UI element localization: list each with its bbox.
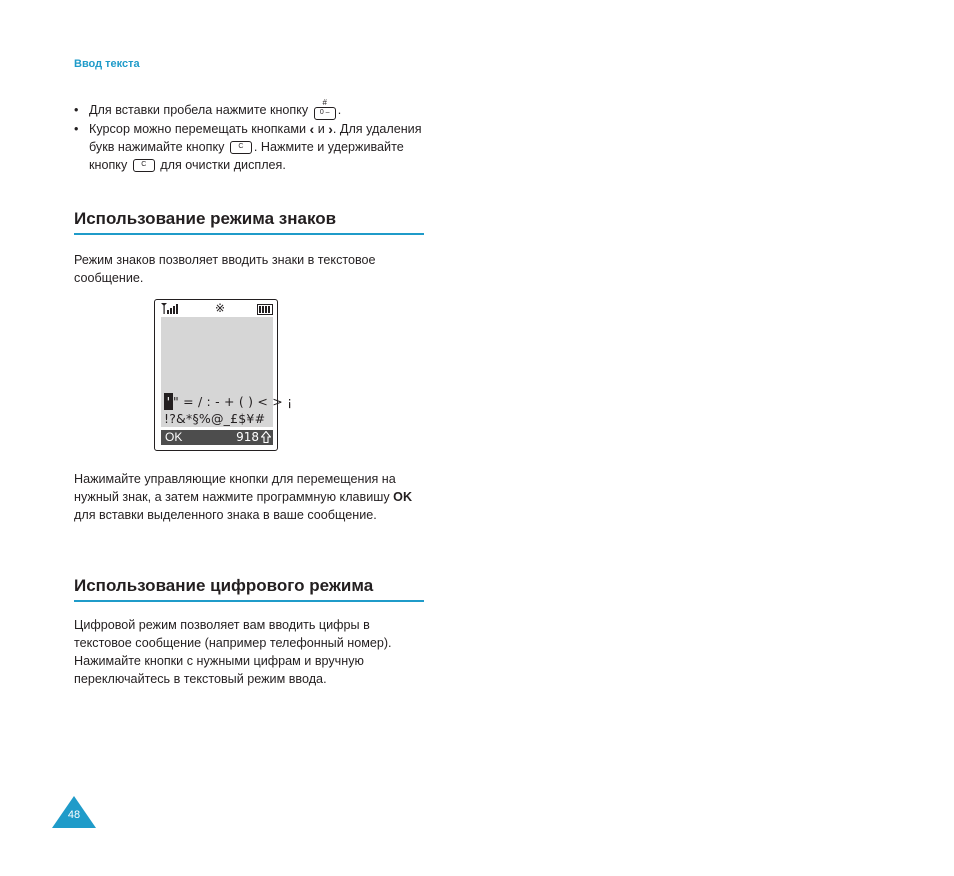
bullet-dot: • — [74, 122, 79, 137]
selected-symbol[interactable]: ' — [164, 393, 173, 410]
softkey-bar — [161, 430, 273, 445]
status-bar — [161, 302, 273, 316]
bullet-text: Для вставки пробела нажмите кнопку — [89, 103, 309, 117]
chevron-left-icon: ‹ — [309, 121, 315, 138]
space-key-icon: # 0 – — [314, 107, 336, 120]
numeric-mode-text: Цифровой режим позволяет вам вводить цифры в текстовое сообщение (например телефонный номер). Нажимайте кнопки с нужными цифрам и вручную переключайтесь в текстовый режим ввода. — [74, 618, 392, 686]
symbol-row[interactable]: !?&*§%@_£$¥# — [164, 411, 266, 426]
ok-softkey[interactable]: OK — [165, 430, 183, 444]
symbol-table — [161, 393, 293, 427]
page-number-badge — [52, 796, 96, 828]
ok-keyword: OK — [393, 490, 413, 504]
phone-screen — [154, 299, 293, 451]
list-item: • Для вставки пробела нажмите кнопку # 0 – . — [74, 101, 424, 120]
section-title: Использование режима знаков — [74, 209, 424, 235]
bullet-text: Курсор можно перемещать кнопками — [89, 122, 307, 137]
shift-arrow-icon — [261, 431, 271, 443]
clear-key-icon: C — [230, 141, 252, 154]
signal-icon — [161, 303, 181, 314]
char-counter: 918 — [236, 430, 259, 444]
network-icon: ※ — [215, 301, 226, 315]
symbol-mode-instructions: Нажимайте управляющие кнопки для перемещения на нужный знак, а затем нажмите программную клавишу OK для вставки выделенного знака в ваше сообщение. — [74, 472, 413, 522]
list-item: • Курсор можно перемещать кнопками ‹ и ›. Для удаления букв нажимайте кнопку C . Нажмите и удерживайте кнопку C для очистки дисплея. — [74, 121, 422, 173]
page-number: 48 — [67, 809, 81, 821]
instruction-list — [74, 98, 424, 174]
bullet-dot: • — [74, 103, 79, 117]
symbol-mode-intro: Режим знаков позволяет вводить знаки в текстовое сообщение. — [74, 253, 376, 285]
battery-icon — [257, 304, 273, 315]
display-area — [161, 317, 273, 393]
chevron-right-icon: › — [328, 121, 333, 138]
section-header: Ввод текста — [74, 58, 140, 70]
symbol-row: ' " = / : - + ( ) < > ¡ — [161, 393, 273, 410]
section-title: Использование цифрового режима — [74, 576, 424, 602]
clear-key-icon: C — [133, 159, 155, 172]
